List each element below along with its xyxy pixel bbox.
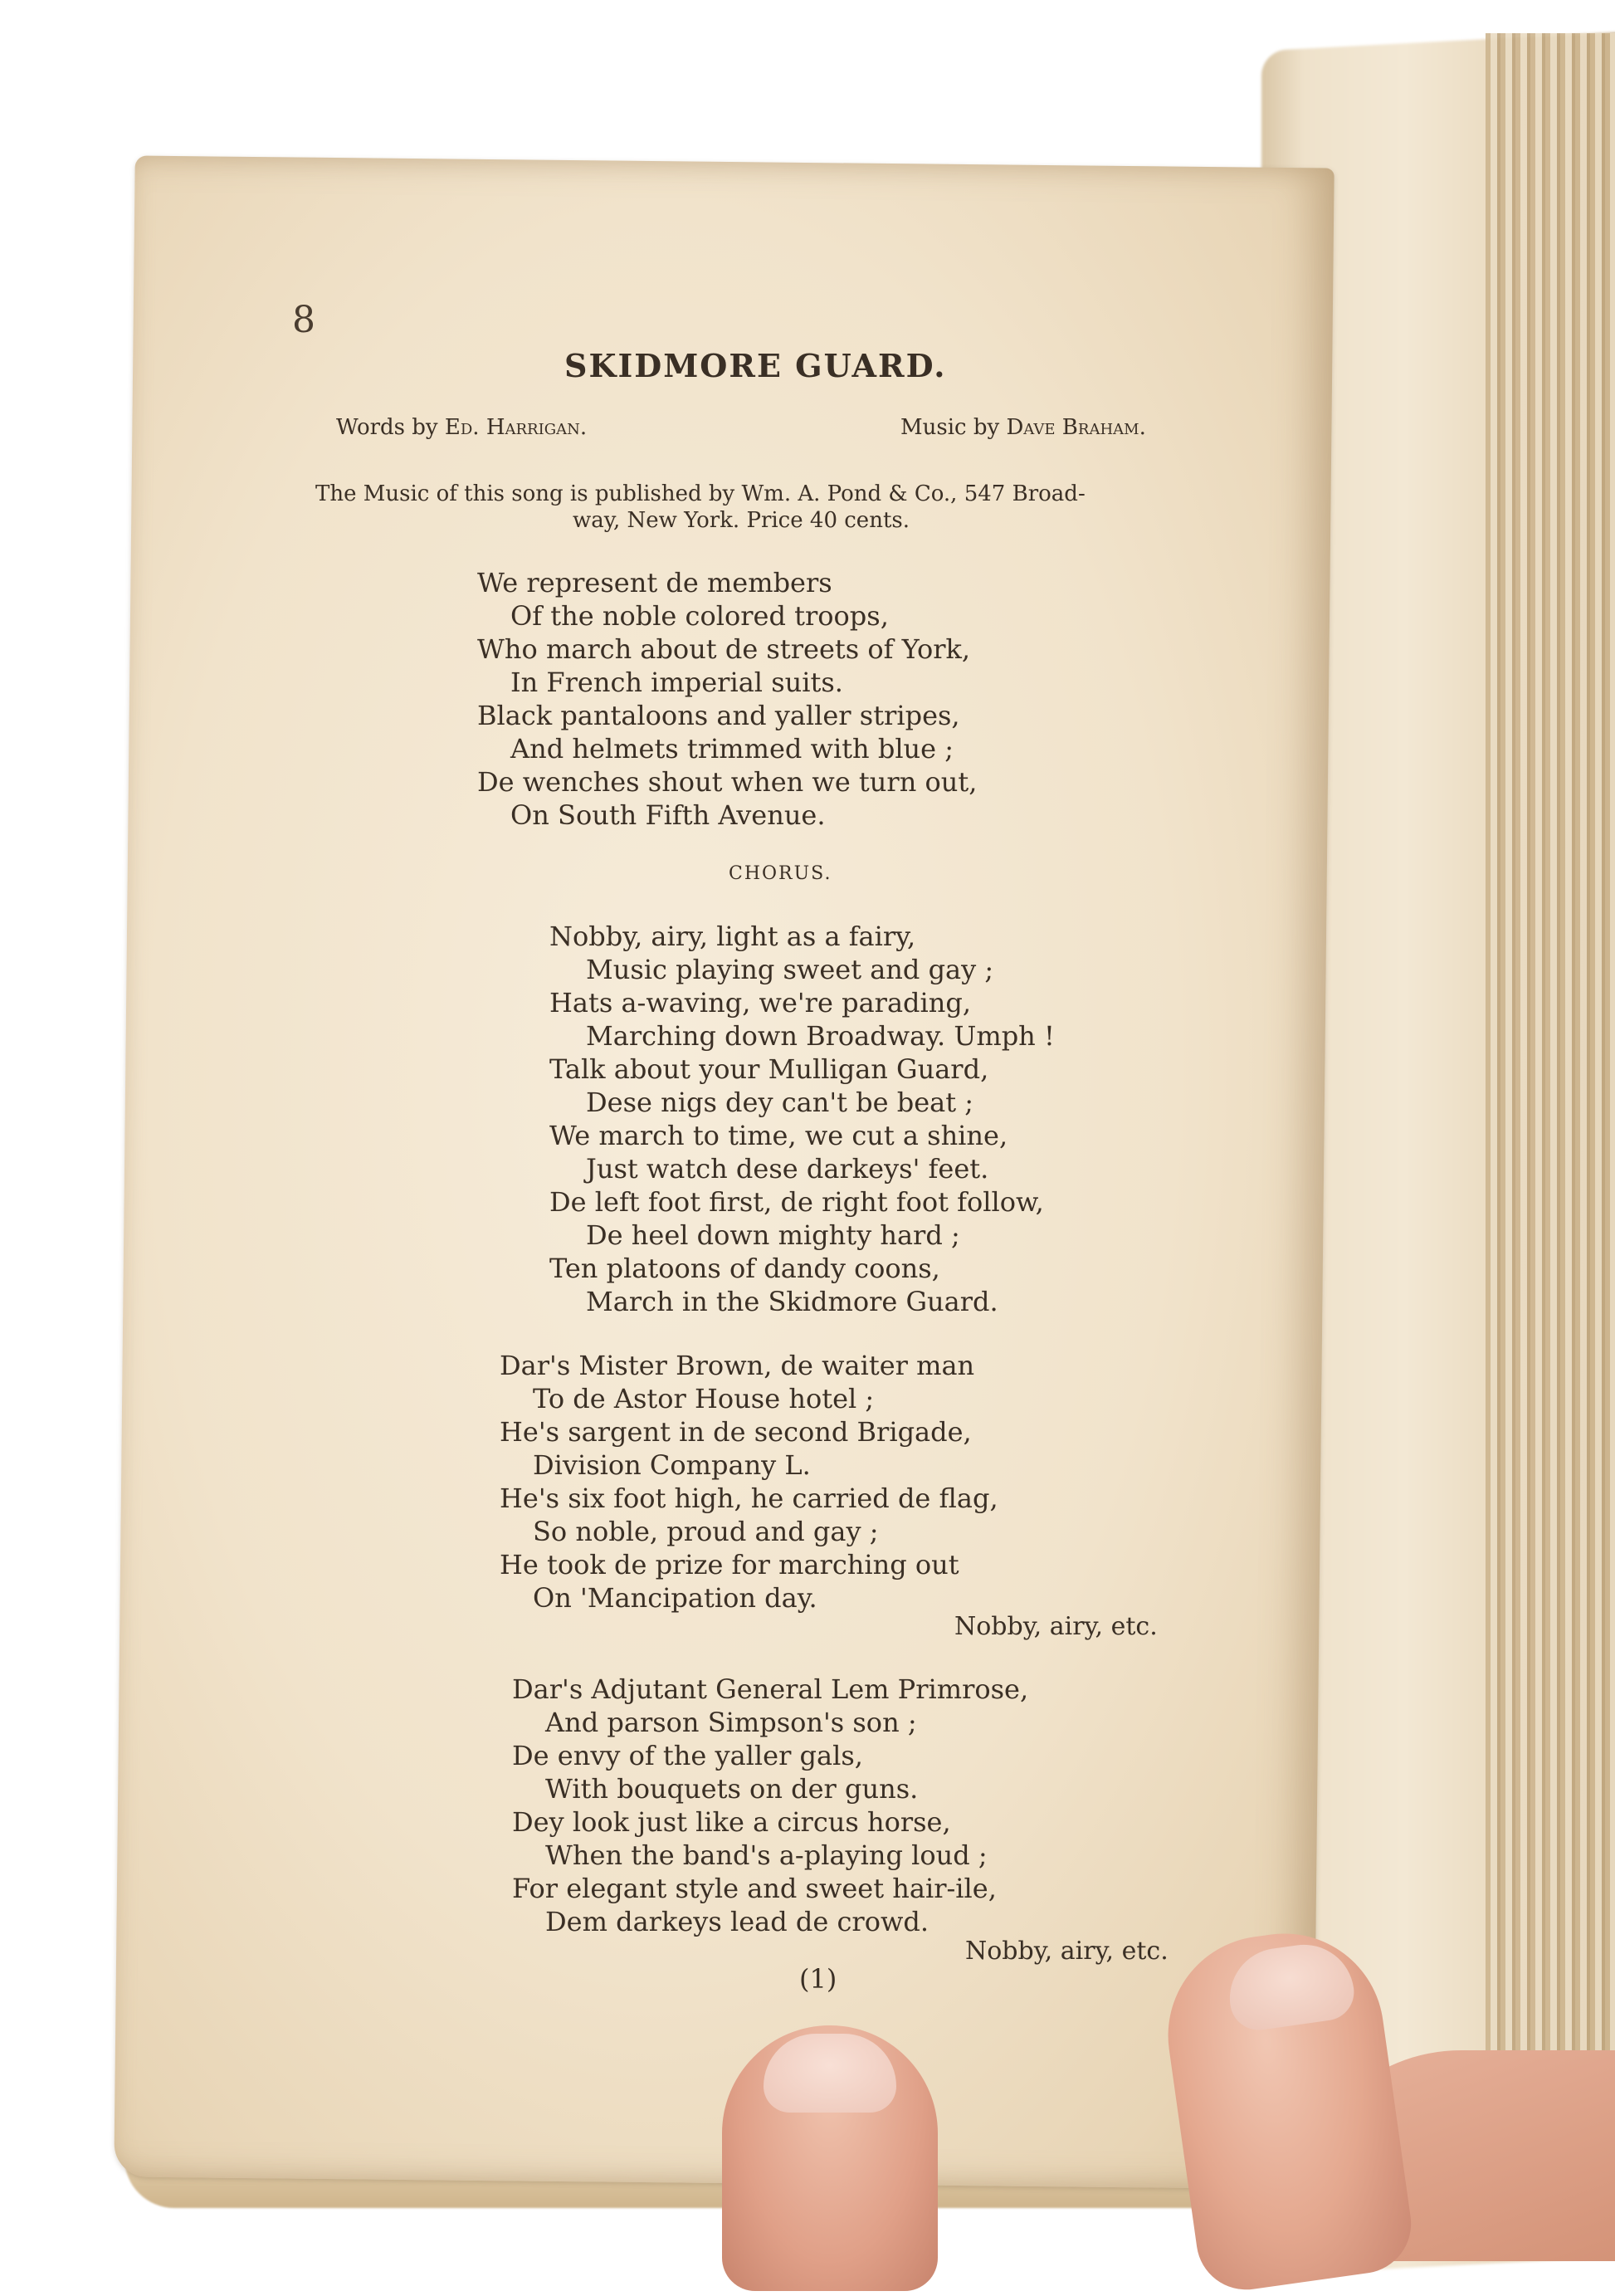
publisher-note-line: way, New York. Price 40 cents. — [573, 508, 910, 533]
lyric-line: In French imperial suits. — [510, 667, 843, 698]
lyric-line: So noble, proud and gay ; — [533, 1516, 879, 1547]
lyric-line: And parson Simpson's son ; — [545, 1707, 917, 1738]
lyric-line: He's six foot high, he carried de flag, — [500, 1483, 998, 1514]
song-title: SKIDMORE GUARD. — [564, 347, 947, 384]
lyric-line: Dem darkeys lead de crowd. — [545, 1906, 929, 1937]
lyric-line: Dar's Adjutant General Lem Primrose, — [512, 1673, 1029, 1705]
lyric-line: De envy of the yaller gals, — [512, 1740, 863, 1771]
lyric-line: De left foot first, de right foot follow, — [549, 1186, 1044, 1218]
lyric-line: De wenches shout when we turn out, — [477, 766, 978, 798]
lyric-line: De heel down mighty hard ; — [586, 1219, 960, 1251]
lyric-line: We represent de members — [477, 567, 832, 598]
lyric-line: Of the noble colored troops, — [510, 600, 889, 632]
fingernail — [764, 2034, 896, 2113]
lyric-line: On 'Mancipation day. — [533, 1582, 817, 1614]
lyric-line: He's sargent in de second Brigade, — [500, 1416, 972, 1448]
verse-2 — [500, 1349, 998, 1615]
lyric-line: Talk about your Mulligan Guard, — [549, 1053, 989, 1085]
chorus-heading: CHORUS. — [729, 863, 832, 884]
lyric-line: Who march about de streets of York, — [477, 633, 971, 665]
lyric-line: When the band's a-playing loud ; — [545, 1839, 988, 1871]
lyric-line: Dar's Mister Brown, de waiter man — [500, 1350, 975, 1381]
page-edges — [1486, 33, 1615, 2261]
lyric-line: Hats a-waving, we're parading, — [549, 987, 971, 1019]
page-number: 8 — [292, 299, 315, 341]
lyric-line: With bouquets on der guns. — [545, 1773, 919, 1805]
lyric-line: Just watch dese darkeys' feet. — [586, 1153, 989, 1185]
lyricist-credit: Words by Ed. Harrigan. — [336, 415, 588, 440]
lyric-line: Dey look just like a circus horse, — [512, 1806, 951, 1838]
refrain-cue: Nobby, airy, etc. — [954, 1612, 1158, 1641]
lyric-line: For elegant style and sweet hair-ile, — [512, 1873, 997, 1904]
lyric-line: To de Astor House hotel ; — [533, 1383, 875, 1414]
verse-3 — [512, 1673, 1028, 1938]
lyric-line: Ten platoons of dandy coons, — [549, 1253, 940, 1284]
lyric-line: And helmets trimmed with blue ; — [510, 733, 954, 765]
lyric-line: On South Fifth Avenue. — [510, 799, 826, 831]
lyric-line: Black pantaloons and yaller stripes, — [477, 700, 960, 731]
lyric-line: We march to time, we cut a shine, — [549, 1120, 1008, 1151]
composer-credit: Music by Dave Braham. — [900, 415, 1146, 440]
lyric-line: Marching down Broadway. Umph ! — [586, 1020, 1055, 1052]
refrain-cue: Nobby, airy, etc. — [965, 1937, 1169, 1966]
folio-number: (1) — [799, 1963, 837, 1995]
lyric-line: March in the Skidmore Guard. — [586, 1286, 998, 1317]
lyric-line: Division Company L. — [533, 1449, 811, 1481]
publisher-note-line: The Music of this song is published by Wm. A. Pond & Co., 547 Broad- — [315, 481, 1086, 506]
lyric-line: Music playing sweet and gay ; — [586, 954, 994, 985]
lyric-line: He took de prize for marching out — [500, 1549, 959, 1580]
lyric-line: Dese nigs dey can't be beat ; — [586, 1087, 974, 1118]
lyric-line: Nobby, airy, light as a fairy, — [549, 921, 916, 952]
chorus — [549, 920, 1055, 1318]
verse-1 — [477, 566, 977, 832]
